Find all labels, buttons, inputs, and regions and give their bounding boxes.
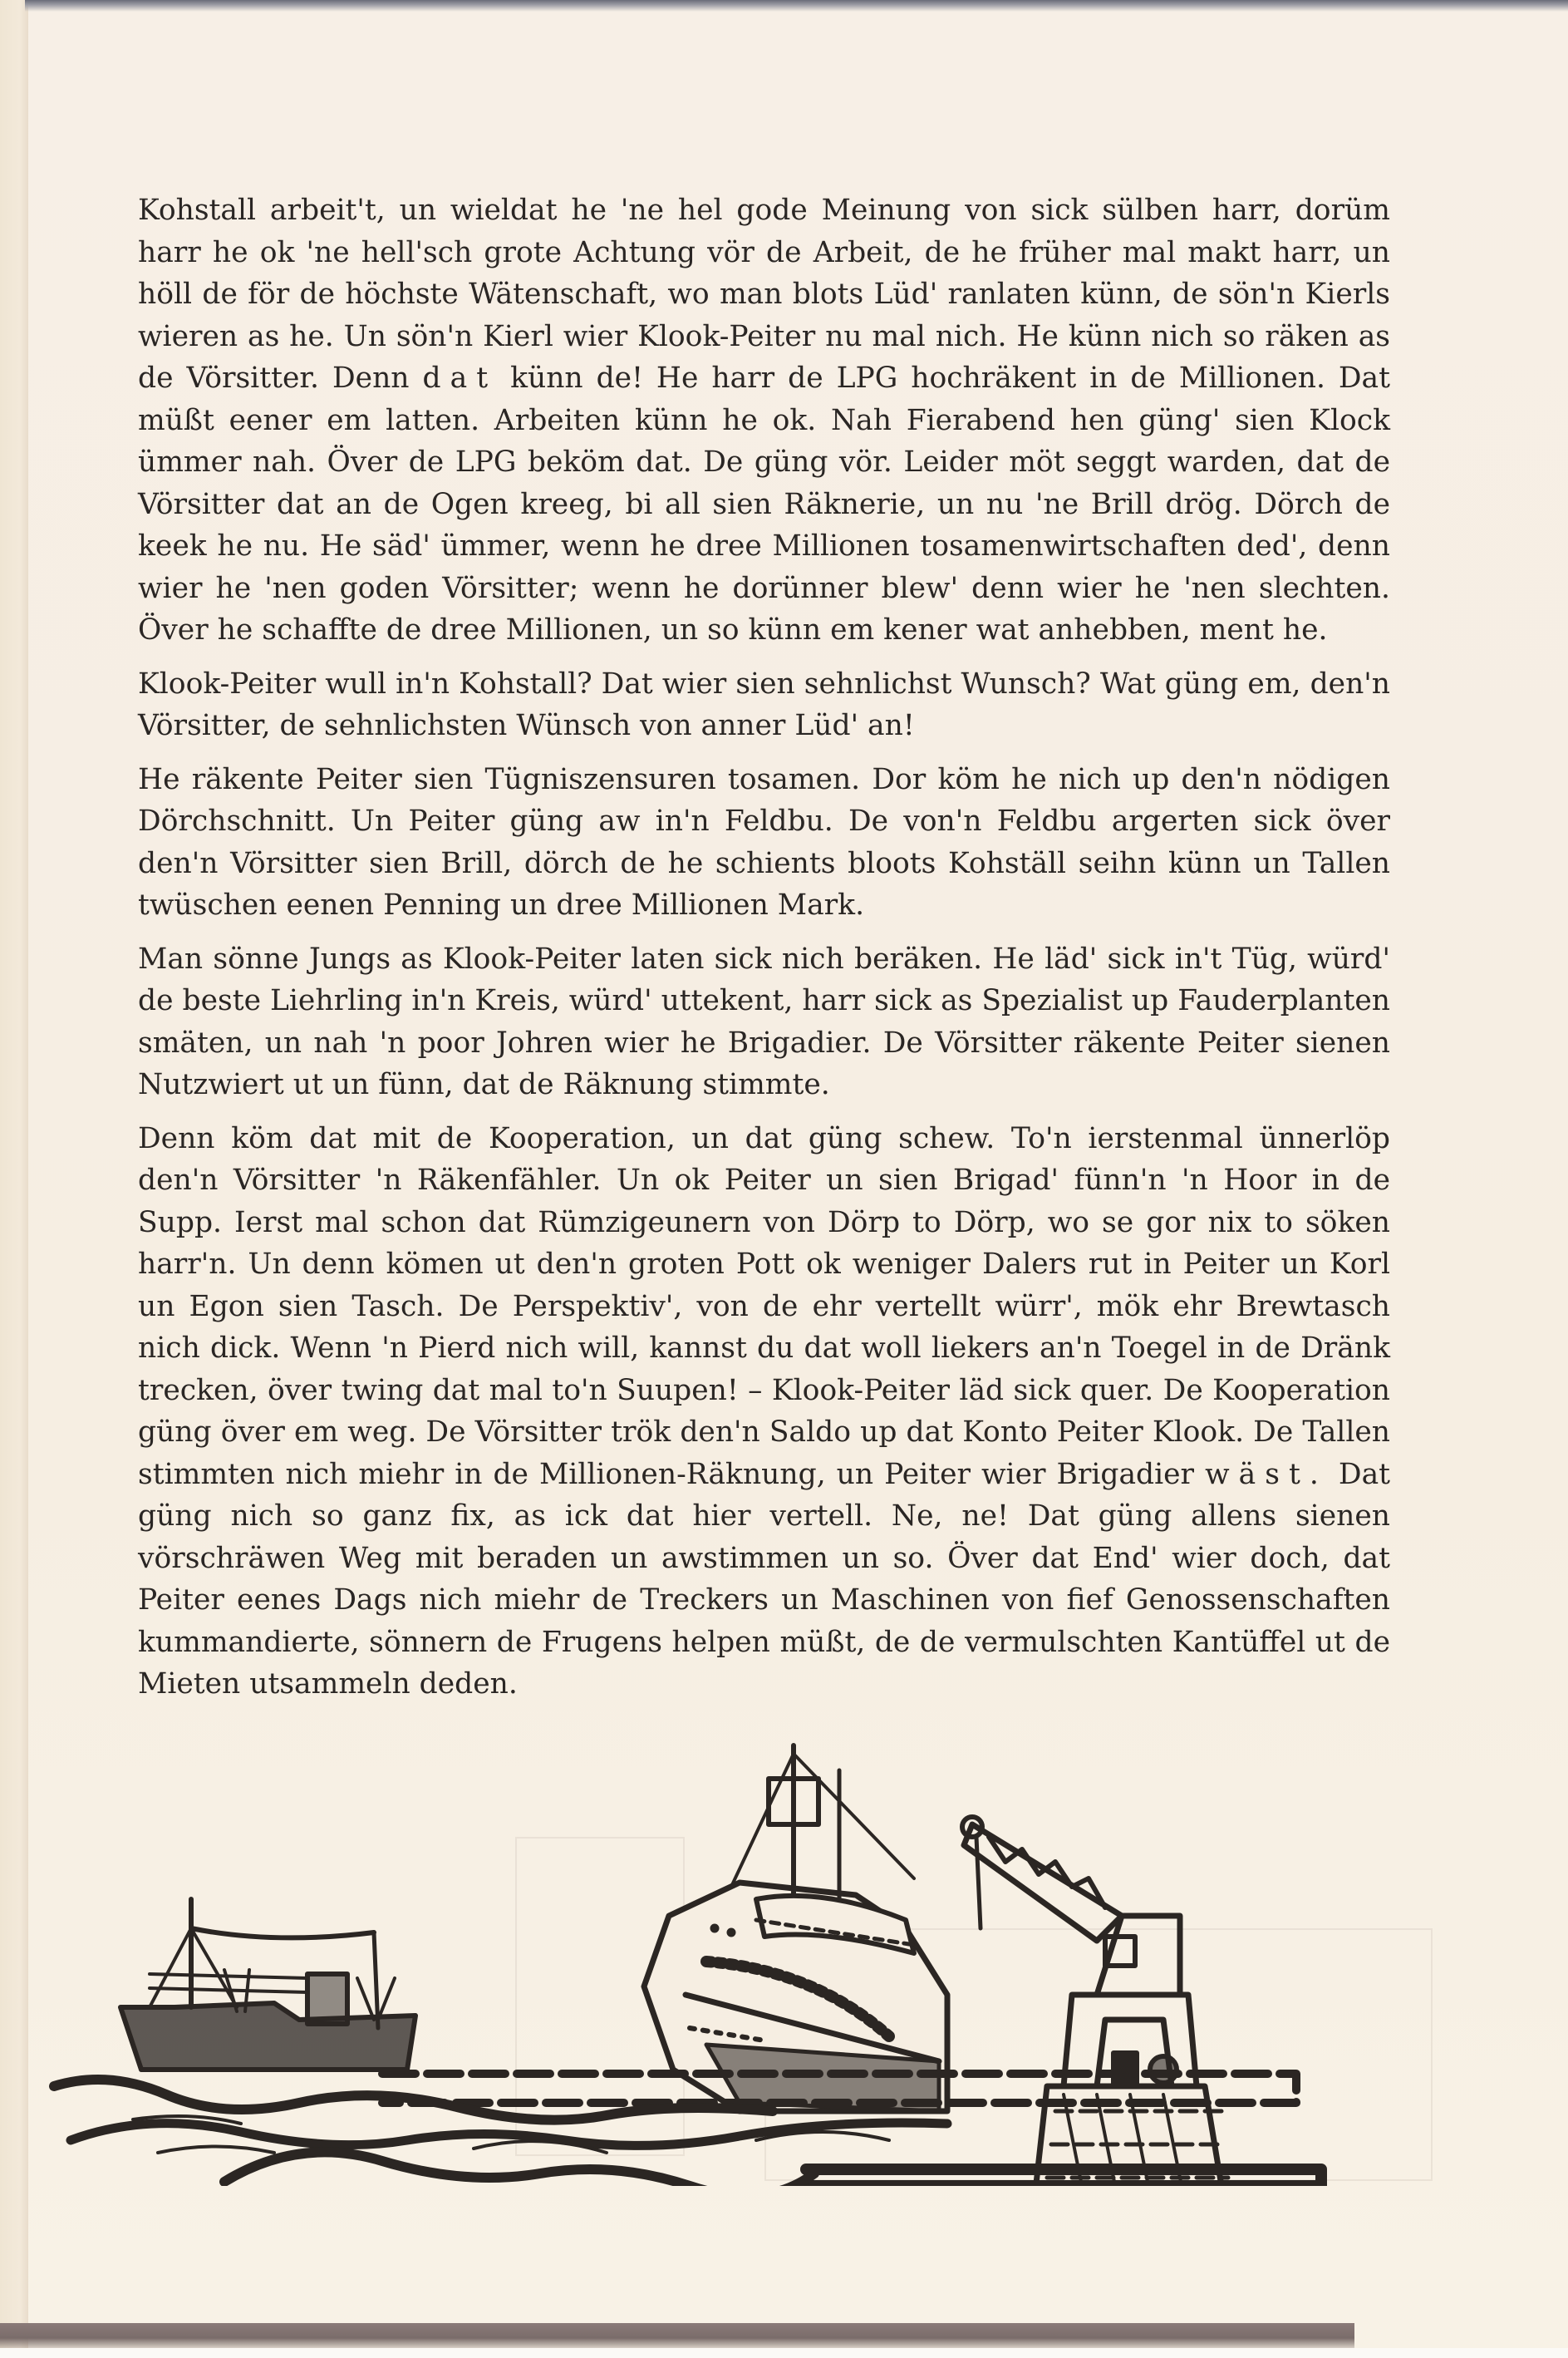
paragraph-4-text: Man sönne Jungs as Klook-Peiter laten sick nich beräken. He läd' sick in't Tüg, würd' de beste Liehrling in'n Kreis, würd' uttekent, harr sick as Spezialist up Fauderplanten smäten, un nah 'n poor Johren wier he Brigadier. De Vörsitter räkente Peiter sienen Nutzwiert ut un fünn, dat de Räknung stimmte.: [138, 942, 1390, 1101]
paragraph-1-seg-1: Kohstall arbeit't, un wieldat he 'ne hel gode Meinung von sick sülben harr, dorüm harr he ok 'ne hell'sch grote Achtung vör de Arbeit, de he früher mal makt harr, un höll de för de höchste Wätenschaft, wo man blots Lüd' ranlaten künn, de sön'n Kierls wieren as he. Un sön'n Kierl wier Klook-Peiter nu mal nich. He künn nich so räken as de Vörsitter. Denn: [138, 194, 1390, 395]
bottom-page-edge: [0, 2323, 1354, 2348]
fishing-boat: [120, 1899, 415, 2070]
paragraph-3: [138, 759, 1390, 927]
harbour-illustration: [25, 1721, 1487, 2186]
cargo-ship: [644, 1745, 947, 2111]
paragraph-1-seg-3: künn de! He harr de LPG hochräkent in de Millionen. Dat müßt eener em latten. Arbeiten künn he ok. Nah Fierabend hen güng' sien Klock ümmer nah. Över de LPG beköm dat. De güng vör. Leider möt seggt warden, dat de Vörsitter dat an de Ogen kreeg, bi all sien Räknerie, un nu 'ne Brill drög. Dörch de keek he nu. He säd' ümmer, wenn he dree Millionen tosamenwirtschaften ded', denn wier he 'nen goden Vörsitter; wenn he dorünner blew' denn wier he 'nen slechten. Över he schaffte de dree Millionen, un so künn em kener wat anhebben, ment he.: [138, 362, 1390, 647]
paragraph-3-text: He räkente Peiter sien Tügniszensuren tosamen. Dor köm he nich up den'n nödigen Dörchschnitt. Un Peiter güng aw in'n Feldbu. De von'n Feldbu argerten sick över den'n Vörsitter sien Brill, dörch de he schients bloots Kohställ seihn künn un Tallen twüschen eenen Penning un dree Millionen Mark.: [138, 762, 1390, 922]
paragraph-1: [138, 190, 1390, 652]
paragraph-5-seg-3: Dat güng nich so ganz fix, as ick dat hier vertell. Ne, ne! Dat güng allens sienen vörschräwen Weg mit beraden un awstimmen un so. Över dat End' wier doch, dat Peiter eenes Dags nich miehr de Treckers un Maschinen von fief Genossenschaften kummandierte, sönnern de Frugens helpen müßt, de de vermulschten Kantüffel ut de Mieten utsammeln deden.: [138, 1457, 1391, 1701]
top-page-shadow: [25, 0, 1568, 12]
story-text: [138, 190, 1390, 1717]
paragraph-2: [138, 663, 1390, 747]
paragraph-4: [138, 938, 1390, 1106]
emphasis-waest: wäst.: [1205, 1457, 1328, 1491]
scan-margin: [0, 2348, 1568, 2358]
emphasis-dat: dat: [422, 362, 498, 395]
dock-crane: [962, 1817, 1230, 2186]
paragraph-5-seg-1: Denn köm dat mit de Kooperation, un dat güng schew. To'n ierstenmal ünnerlöp den'n Vörsitter 'n Räkenfähler. Un ok Peiter un sien Brigad' fünn'n 'n Hoor in de Supp. Ierst mal schon dat Rümzigeunern von Dörp to Dörp, wo se gor nix to söken harr'n. Un denn kömen ut den'n groten Pott ok weniger Dalers rut in Peiter un Korl un Egon sien Tasch. De Perspektiv', von de ehr vertellt würr', mök ehr Brewtasch nich dick. Wenn 'n Pierd nich will, kannst du dat woll liekers an'n Toegel in de Dränk trecken, över twing dat mal to'n Suupen! – Klook-Peiter läd sick quer. De Kooperation güng över em weg. De Vörsitter trök den'n Saldo up dat Konto Peiter Klook. De Tallen stimmten nich miehr in de Millionen-Räknung, un Peiter wier Brigadier: [138, 1121, 1390, 1491]
paragraph-5: [138, 1118, 1390, 1706]
paragraph-2-text: Klook-Peiter wull in'n Kohstall? Dat wier sien sehnlichst Wunsch? Wat güng em, den'n Vörsitter, de sehnlichsten Wünsch von anner Lüd' an!: [138, 667, 1390, 742]
